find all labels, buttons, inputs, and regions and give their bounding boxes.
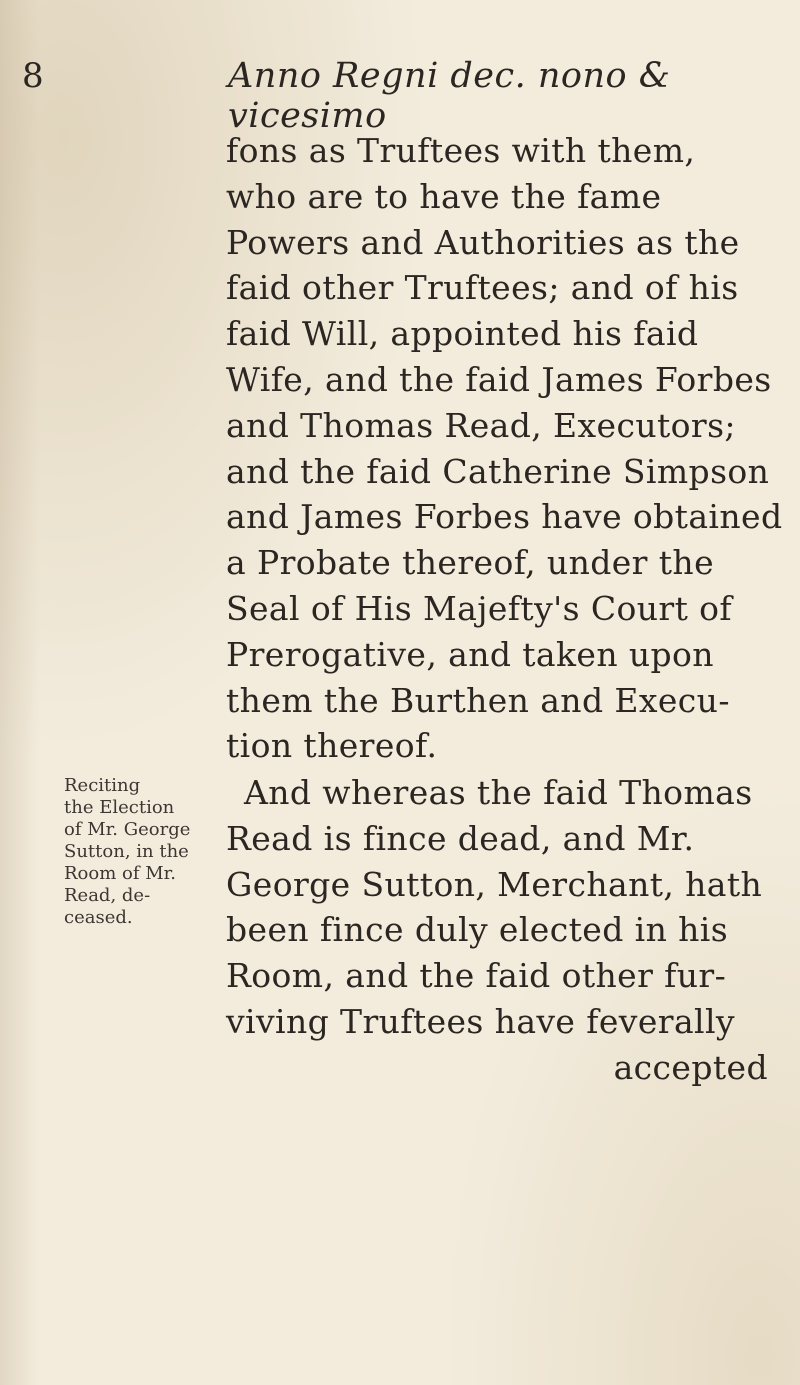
text-line: George Sutton, Merchant, hath: [226, 864, 763, 904]
paragraph-1: [226, 128, 786, 769]
running-head: Anno Regni dec. nono & vicesimo: [228, 56, 671, 136]
page-number: 8: [22, 56, 44, 96]
margin-note-line: of Mr. George: [64, 819, 191, 840]
margin-note-line: Reciting: [64, 775, 141, 796]
text-line: and the faid Catherine Simpson: [226, 451, 770, 491]
text-line: Seal of His Majefty's Court of: [226, 588, 733, 628]
margin-note-line: ceased.: [64, 907, 133, 928]
text-line: been fince duly elected in his: [226, 910, 729, 950]
text-line: fons as Truftees with them,: [226, 131, 696, 170]
text-line: tion thereof.: [226, 726, 438, 766]
text-line: Wife, and the faid James Forbes: [226, 359, 772, 399]
margin-note-line: the Election: [64, 797, 175, 818]
margin-note-line: Sutton, in the: [64, 841, 189, 862]
text-line: Prerogative, and taken upon: [226, 634, 714, 674]
paragraph-2: [226, 770, 786, 1091]
margin-note-line: Read, de-: [64, 885, 151, 906]
text-line: Powers and Authorities as the: [226, 222, 740, 262]
text-line: who are to have the fame: [226, 176, 662, 216]
margin-note: [64, 775, 226, 929]
text-line: and James Forbes have obtained: [226, 497, 783, 537]
text-line: a Probate thereof, under the: [226, 543, 714, 583]
text-line: them the Burthen and Execu-: [226, 680, 730, 720]
catchword: accepted: [613, 1047, 768, 1087]
text-line: viving Truftees have feverally: [226, 1001, 735, 1041]
text-line: faid Will, appointed his faid: [226, 314, 699, 354]
text-line: And whereas the faid Thomas: [244, 773, 753, 812]
margin-note-line: Room of Mr.: [64, 863, 177, 884]
text-line: Room, and the faid other fur-: [226, 956, 727, 996]
text-line: faid other Truftees; and of his: [226, 268, 739, 308]
text-line: Read is fince dead, and Mr.: [226, 818, 695, 858]
text-line: and Thomas Read, Executors;: [226, 405, 736, 445]
